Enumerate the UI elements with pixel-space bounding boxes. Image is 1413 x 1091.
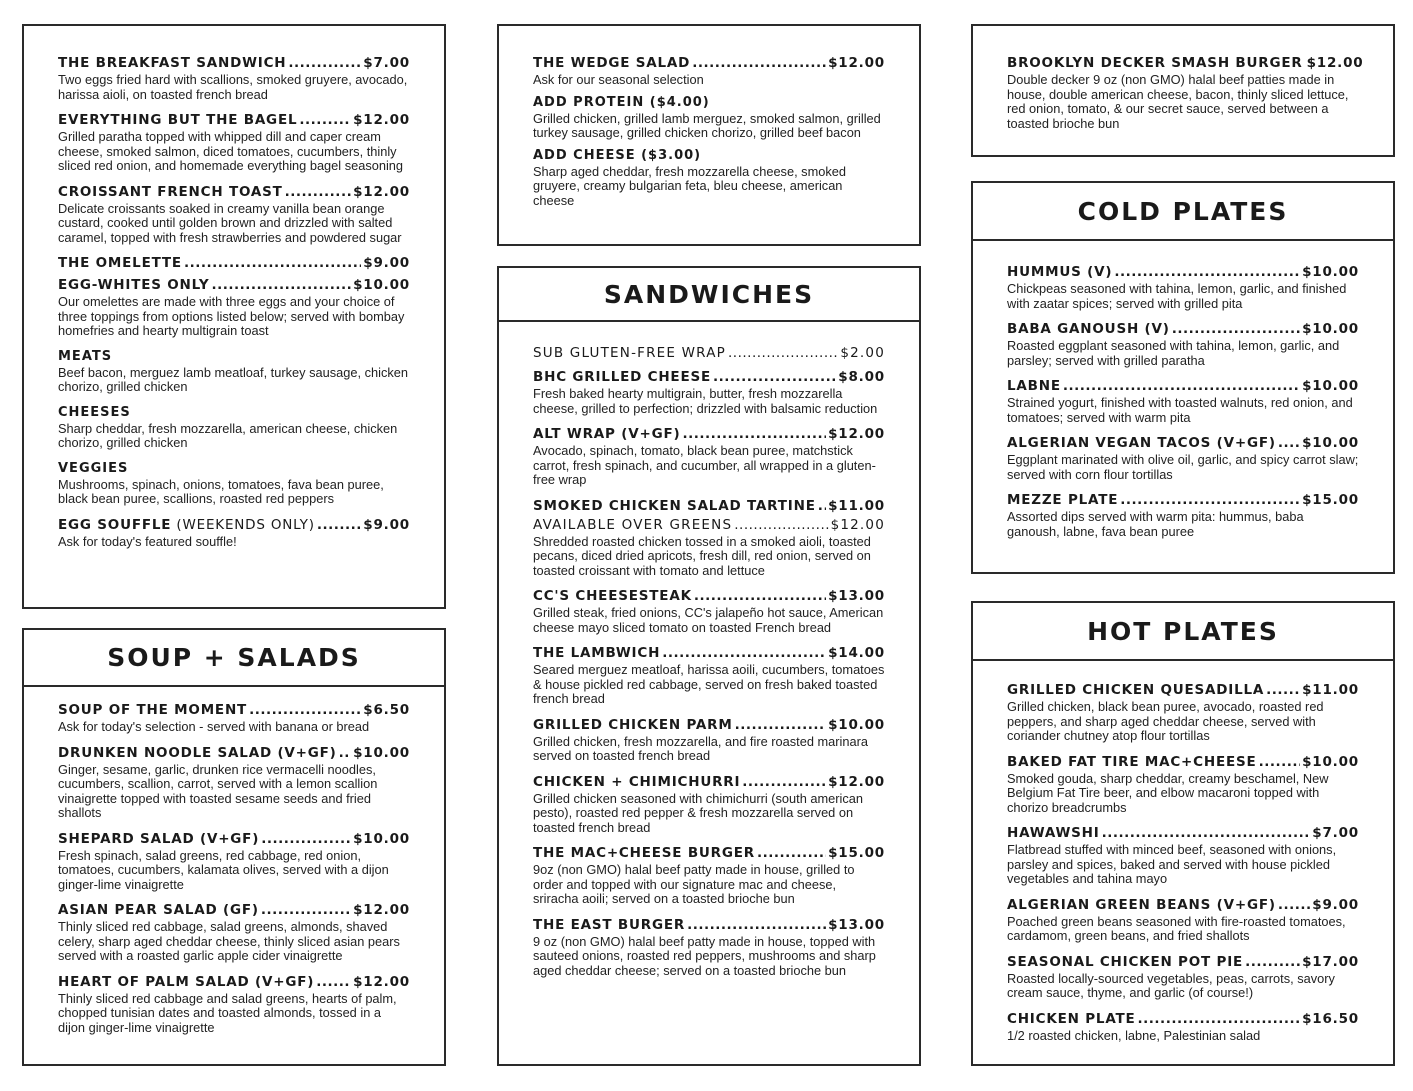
menu-item xyxy=(533,425,885,488)
item-name: GRILLED CHICKEN QUESADILLA xyxy=(1007,682,1265,698)
menu-item xyxy=(1007,377,1359,425)
menu-item xyxy=(1007,491,1359,539)
item-price: $7.00 xyxy=(1312,825,1359,841)
item-price: $10.00 xyxy=(1302,753,1359,770)
add-protein-group xyxy=(533,94,885,141)
add-on-list: Grilled chicken, grilled lamb merguez, smoked salmon, grilled turkey sausage, grilled chicken chorizo, grilled beef bacon xyxy=(533,110,881,140)
item-description: Assorted dips served with warm pita: hummus, baba ganoush, labne, fava bean puree xyxy=(1007,509,1304,539)
item-description: Delicate croissants soaked in creamy vanilla bean orange custard, cooked until golden brown and drizzled with salted caramel, topped with fresh strawberries and powdered sugar xyxy=(58,200,402,245)
item-name: HAWAWSHI xyxy=(1007,825,1100,841)
item-description: 1/2 roasted chicken, labne, Palestinian salad xyxy=(1007,1027,1261,1043)
item-description: Shredded roasted chicken tossed in a smoked aioli, toasted pecans, diced dried apricots, fresh dill, red onion, served on toasted croissant with tomato and lettuce xyxy=(533,533,871,578)
topping-group-title: MEATS xyxy=(58,348,113,364)
item-description: Two eggs fried hard with scallions, smoked gruyere, avocado, harissa aioli, on toasted french bread xyxy=(58,72,408,102)
menu-item xyxy=(58,54,410,102)
item-description: Poached green beans seasoned with fire-roasted tomatoes, cardamom, green beans, and fried shallots xyxy=(1007,913,1346,943)
item-description: Flatbread stuffed with minced beef, seasoned with onions, parsley and spices, baked and served with house pickled vegetables and tahina mayo xyxy=(1007,842,1337,886)
item-description: Grilled chicken, fresh mozzarella, and fire roasted marinara served on toasted french bread xyxy=(533,733,868,763)
item-name: THE BREAKFAST SANDWICH xyxy=(58,55,287,71)
menu-item xyxy=(58,516,410,550)
topping-group-list: Sharp cheddar, fresh mozzarella, american cheese, chicken chorizo, grilled chicken xyxy=(58,420,398,450)
menu-item xyxy=(533,844,885,907)
item-name: LABNE xyxy=(1007,378,1061,394)
breakfast-panel xyxy=(22,24,446,609)
item-description: Avocado, spinach, tomato, black bean puree, matchstick carrot, fresh spinach, and cucumber, all wrapped in a gluten-free wrap xyxy=(533,443,876,487)
item-price: $12.00 xyxy=(353,902,410,918)
item-name: BHC GRILLED CHEESE xyxy=(533,369,712,385)
menu-item xyxy=(533,773,885,836)
item-name: THE WEDGE SALAD xyxy=(533,55,691,71)
item-name: THE OMELETTE xyxy=(58,255,182,271)
item-price: $10.00 xyxy=(1302,435,1359,451)
topping-group-cheeses xyxy=(58,404,410,451)
item-description: Strained yogurt, finished with toasted walnuts, red onion, and tomatoes; served with warm pita xyxy=(1007,395,1353,425)
topping-group-list: Mushrooms, spinach, onions, tomatoes, fava bean puree, black bean puree, scallions, roasted red peppers xyxy=(58,476,384,506)
item-name: SUB GLUTEN-FREE WRAP xyxy=(533,345,726,361)
item-price: $9.00 xyxy=(363,255,410,271)
menu-item xyxy=(1007,434,1359,482)
topping-group-title: CHEESES xyxy=(58,404,131,420)
item-name: CC'S CHEESESTEAK xyxy=(533,588,692,604)
item-description: Fresh baked hearty multigrain, butter, fresh mozzarella cheese, grilled to perfection; drizzled with balsamic reduction xyxy=(533,386,878,416)
section-title: SANDWICHES xyxy=(499,268,919,322)
menu-item xyxy=(533,344,885,363)
menu-item xyxy=(533,368,885,416)
menu-item xyxy=(1007,320,1359,368)
menu-item xyxy=(58,830,410,893)
topping-group-title: VEGGIES xyxy=(58,460,129,476)
topping-group-meats xyxy=(58,348,410,395)
menu-item xyxy=(533,587,885,635)
item-name: CHICKEN + CHIMICHURRI xyxy=(533,773,741,790)
item-name: EGG SOUFFLE xyxy=(58,516,172,533)
item-name: SEASONAL CHICKEN POT PIE xyxy=(1007,953,1244,970)
item-name: DRUNKEN NOODLE SALAD (V+GF) xyxy=(58,744,337,761)
item-price: $6.50 xyxy=(363,702,410,718)
item-name: SMOKED CHICKEN SALAD TARTINE xyxy=(533,497,816,514)
item-description: Our omelettes are made with three eggs and your choice of three toppings from options listed below; served with bombay homefries and hearty multigrain toast xyxy=(58,294,405,338)
item-name: BROOKLYN DECKER SMASH BURGER xyxy=(1007,55,1303,71)
item-price: $10.00 xyxy=(353,744,410,761)
item-name: CROISSANT FRENCH TOAST xyxy=(58,183,283,200)
item-price: $11.00 xyxy=(1302,682,1359,698)
item-price: $10.00 xyxy=(1302,321,1359,337)
menu-item xyxy=(533,54,885,88)
item-variant: AVAILABLE OVER GREENS xyxy=(533,516,733,533)
item-price: $14.00 xyxy=(828,645,885,661)
item-price: $12.00 xyxy=(353,112,410,128)
menu-item xyxy=(1007,753,1359,816)
add-on-title: ADD PROTEIN ($4.00) xyxy=(533,94,710,110)
cold-plates-panel xyxy=(971,181,1395,574)
item-description: Ask for today's selection - served with banana or bread xyxy=(58,719,370,734)
item-description: Grilled paratha topped with whipped dill and caper cream cheese, smoked salmon, diced tomatoes, cucumbers, thinly sliced red onion, and homemade everything bagel seasoning xyxy=(58,129,404,173)
item-price: $12.00 xyxy=(828,426,885,442)
add-on-title: ADD CHEESE ($3.00) xyxy=(533,147,702,163)
item-description: Seared merguez meatloaf, harissa aoili, cucumbers, tomatoes & house pickled red cabbage, served on fresh baked toasted french bread xyxy=(533,662,885,706)
item-price: $11.00 xyxy=(828,497,885,514)
topping-group-list: Beef bacon, merguez lamb meatloaf, turkey sausage, chicken chorizo, grilled chicken xyxy=(58,364,408,394)
item-price: $7.00 xyxy=(363,55,410,71)
item-description: Ginger, sesame, garlic, drunken rice vermacelli noodles, cucumbers, scallion, carrot, served with a lemon scallion vinaigrette topped with toasted sesame seeds and fried shallots xyxy=(58,761,378,820)
item-price: $12.00 xyxy=(1306,55,1364,71)
item-name: BABA GANOUSH (V) xyxy=(1007,321,1170,337)
item-description: Grilled steak, fried onions, CC's jalapeño hot sauce, American cheese mayo sliced tomato on toasted French bread xyxy=(533,605,884,635)
item-name: THE LAMBWICH xyxy=(533,645,661,661)
menu-item xyxy=(58,276,410,339)
soup-salads-panel xyxy=(22,628,446,1066)
section-title: SOUP + SALADS xyxy=(24,630,444,687)
section-title: COLD PLATES xyxy=(973,183,1393,241)
item-price: $16.50 xyxy=(1302,1010,1359,1027)
item-description: Roasted locally-sourced vegetables, peas, carrots, savory cream sauce, thyme, and garlic (of course!) xyxy=(1007,970,1335,1000)
item-price: $13.00 xyxy=(828,916,885,933)
menu-item xyxy=(58,701,410,735)
menu-item xyxy=(1007,1010,1359,1044)
add-on-list: Sharp aged cheddar, fresh mozzarella cheese, smoked gruyere, creamy bulgarian feta, bleu cheese, american cheese xyxy=(533,163,846,208)
item-price: $12.00 xyxy=(353,183,410,200)
item-description: Roasted eggplant seasoned with tahina, lemon, garlic, and parsley; served with grilled paratha xyxy=(1007,338,1340,368)
item-price: $12.00 xyxy=(353,973,410,990)
menu-item xyxy=(58,183,410,246)
add-cheese-group xyxy=(533,147,885,209)
menu-item xyxy=(1007,54,1364,131)
item-name: ALGERIAN VEGAN TACOS (V+GF) xyxy=(1007,435,1276,451)
menu-item xyxy=(1007,681,1359,744)
topping-group-veggies xyxy=(58,460,410,507)
item-name: THE EAST BURGER xyxy=(533,916,686,933)
item-price: $10.00 xyxy=(1302,378,1359,394)
menu-item xyxy=(533,716,885,764)
menu-item xyxy=(58,111,410,174)
item-description: 9oz (non GMO) halal beef patty made in house, grilled to order and topped with our signature mac and cheese, sriracha aoili; served on a toasted brioche bun xyxy=(533,862,855,906)
item-price: $10.00 xyxy=(1302,264,1359,280)
menu-item xyxy=(533,916,885,979)
item-name: EGG-WHITES ONLY xyxy=(58,277,210,293)
item-description: Double decker 9 oz (non GMO) halal beef patties made in house, double american cheese, bacon, thinly sliced lettuce, red onion, tomato, & our secret sauce, served between a toasted brioche bun xyxy=(1007,72,1349,131)
menu-item xyxy=(1007,263,1359,311)
item-description: Thinly sliced red cabbage, salad greens, almonds, shaved celery, sharp aged cheddar cheese, thinly sliced asian pears served with a roasted garlic apple cider vinaigrette xyxy=(58,919,400,963)
item-name: SHEPARD SALAD (V+GF) xyxy=(58,830,260,847)
section-title: HOT PLATES xyxy=(973,603,1393,661)
menu-item xyxy=(1007,953,1359,1001)
item-description: 9 oz (non GMO) halal beef patty made in house, topped with sauteed onions, roasted red peppers, mushrooms and sharp aged cheddar cheese; served on a toasted brioche bun xyxy=(533,933,876,978)
item-name: EVERYTHING BUT THE BAGEL xyxy=(58,112,298,128)
item-price: $17.00 xyxy=(1302,953,1359,970)
item-description: Thinly sliced red cabbage and salad greens, hearts of palm, chopped tunisian dates and toasted almonds, tossed in a dijon ginger-lime vinaigrette xyxy=(58,990,397,1035)
menu-item xyxy=(533,497,885,579)
item-price: $15.00 xyxy=(828,845,885,861)
menu-item xyxy=(58,973,410,1036)
menu-item xyxy=(1007,824,1359,887)
item-description: Chickpeas seasoned with tahina, lemon, garlic, and finished with zaatar spices; served with grilled pita xyxy=(1007,281,1347,311)
item-note: (WEEKENDS ONLY) xyxy=(171,516,315,533)
item-price: $2.00 xyxy=(840,345,885,361)
item-price: $12.00 xyxy=(828,55,885,71)
smash-burger-panel xyxy=(971,24,1395,157)
item-description: Ask for today's featured souffle! xyxy=(58,533,237,549)
item-name: ALT WRAP (V+GF) xyxy=(533,426,681,442)
item-price: $15.00 xyxy=(1302,492,1359,508)
item-name: ASIAN PEAR SALAD (GF) xyxy=(58,902,259,918)
item-name: HUMMUS (V) xyxy=(1007,264,1113,280)
item-description: Smoked gouda, sharp cheddar, creamy beschamel, New Belgium Fat Tire beer, and elbow macaroni topped with chorizo breadcrumbs xyxy=(1007,770,1329,815)
hot-plates-panel xyxy=(971,601,1395,1066)
item-description: Eggplant marinated with olive oil, garlic, and spicy carrot slaw; served with corn flour tortillas xyxy=(1007,452,1359,482)
menu-item xyxy=(58,254,410,273)
menu-item xyxy=(58,744,410,821)
item-price: $13.00 xyxy=(828,588,885,604)
item-price: $12.00 xyxy=(828,773,885,790)
item-description: Fresh spinach, salad greens, red cabbage, red onion, tomatoes, cucumbers, kalamata olives, served with a dijon ginger-lime vinaigrette xyxy=(58,847,389,892)
item-description: Grilled chicken seasoned with chimichurri (south american pesto), roasted red pepper & fresh mozzarella served on toasted french bread xyxy=(533,790,864,835)
item-name: HEART OF PALM SALAD (V+GF) xyxy=(58,973,315,990)
menu-item xyxy=(533,644,885,707)
item-price: $10.00 xyxy=(353,830,410,847)
item-name: MEZZE PLATE xyxy=(1007,492,1119,508)
item-price: $10.00 xyxy=(828,716,885,733)
item-price: $9.00 xyxy=(1312,896,1359,913)
menu-item xyxy=(1007,896,1359,944)
item-description: Grilled chicken, black bean puree, avocado, roasted red peppers, and sharp aged cheddar cheese, served with coriander chutney atop flour tortillas xyxy=(1007,699,1324,743)
sandwiches-panel xyxy=(497,266,921,1066)
menu-item xyxy=(58,901,410,964)
item-price: $8.00 xyxy=(838,369,885,385)
item-description: Ask for our seasonal selection xyxy=(533,72,704,87)
item-name: SOUP OF THE MOMENT xyxy=(58,702,248,718)
item-name: ALGERIAN GREEN BEANS (V+GF) xyxy=(1007,896,1276,913)
item-name: GRILLED CHICKEN PARM xyxy=(533,716,733,733)
item-name: CHICKEN PLATE xyxy=(1007,1010,1136,1027)
item-name: THE MAC+CHEESE BURGER xyxy=(533,845,755,861)
item-variant-price: $12.00 xyxy=(830,516,885,533)
item-name: BAKED FAT TIRE MAC+CHEESE xyxy=(1007,753,1257,770)
wedge-salad-panel xyxy=(497,24,921,246)
item-price: $9.00 xyxy=(363,516,410,533)
item-price: $10.00 xyxy=(353,277,410,293)
